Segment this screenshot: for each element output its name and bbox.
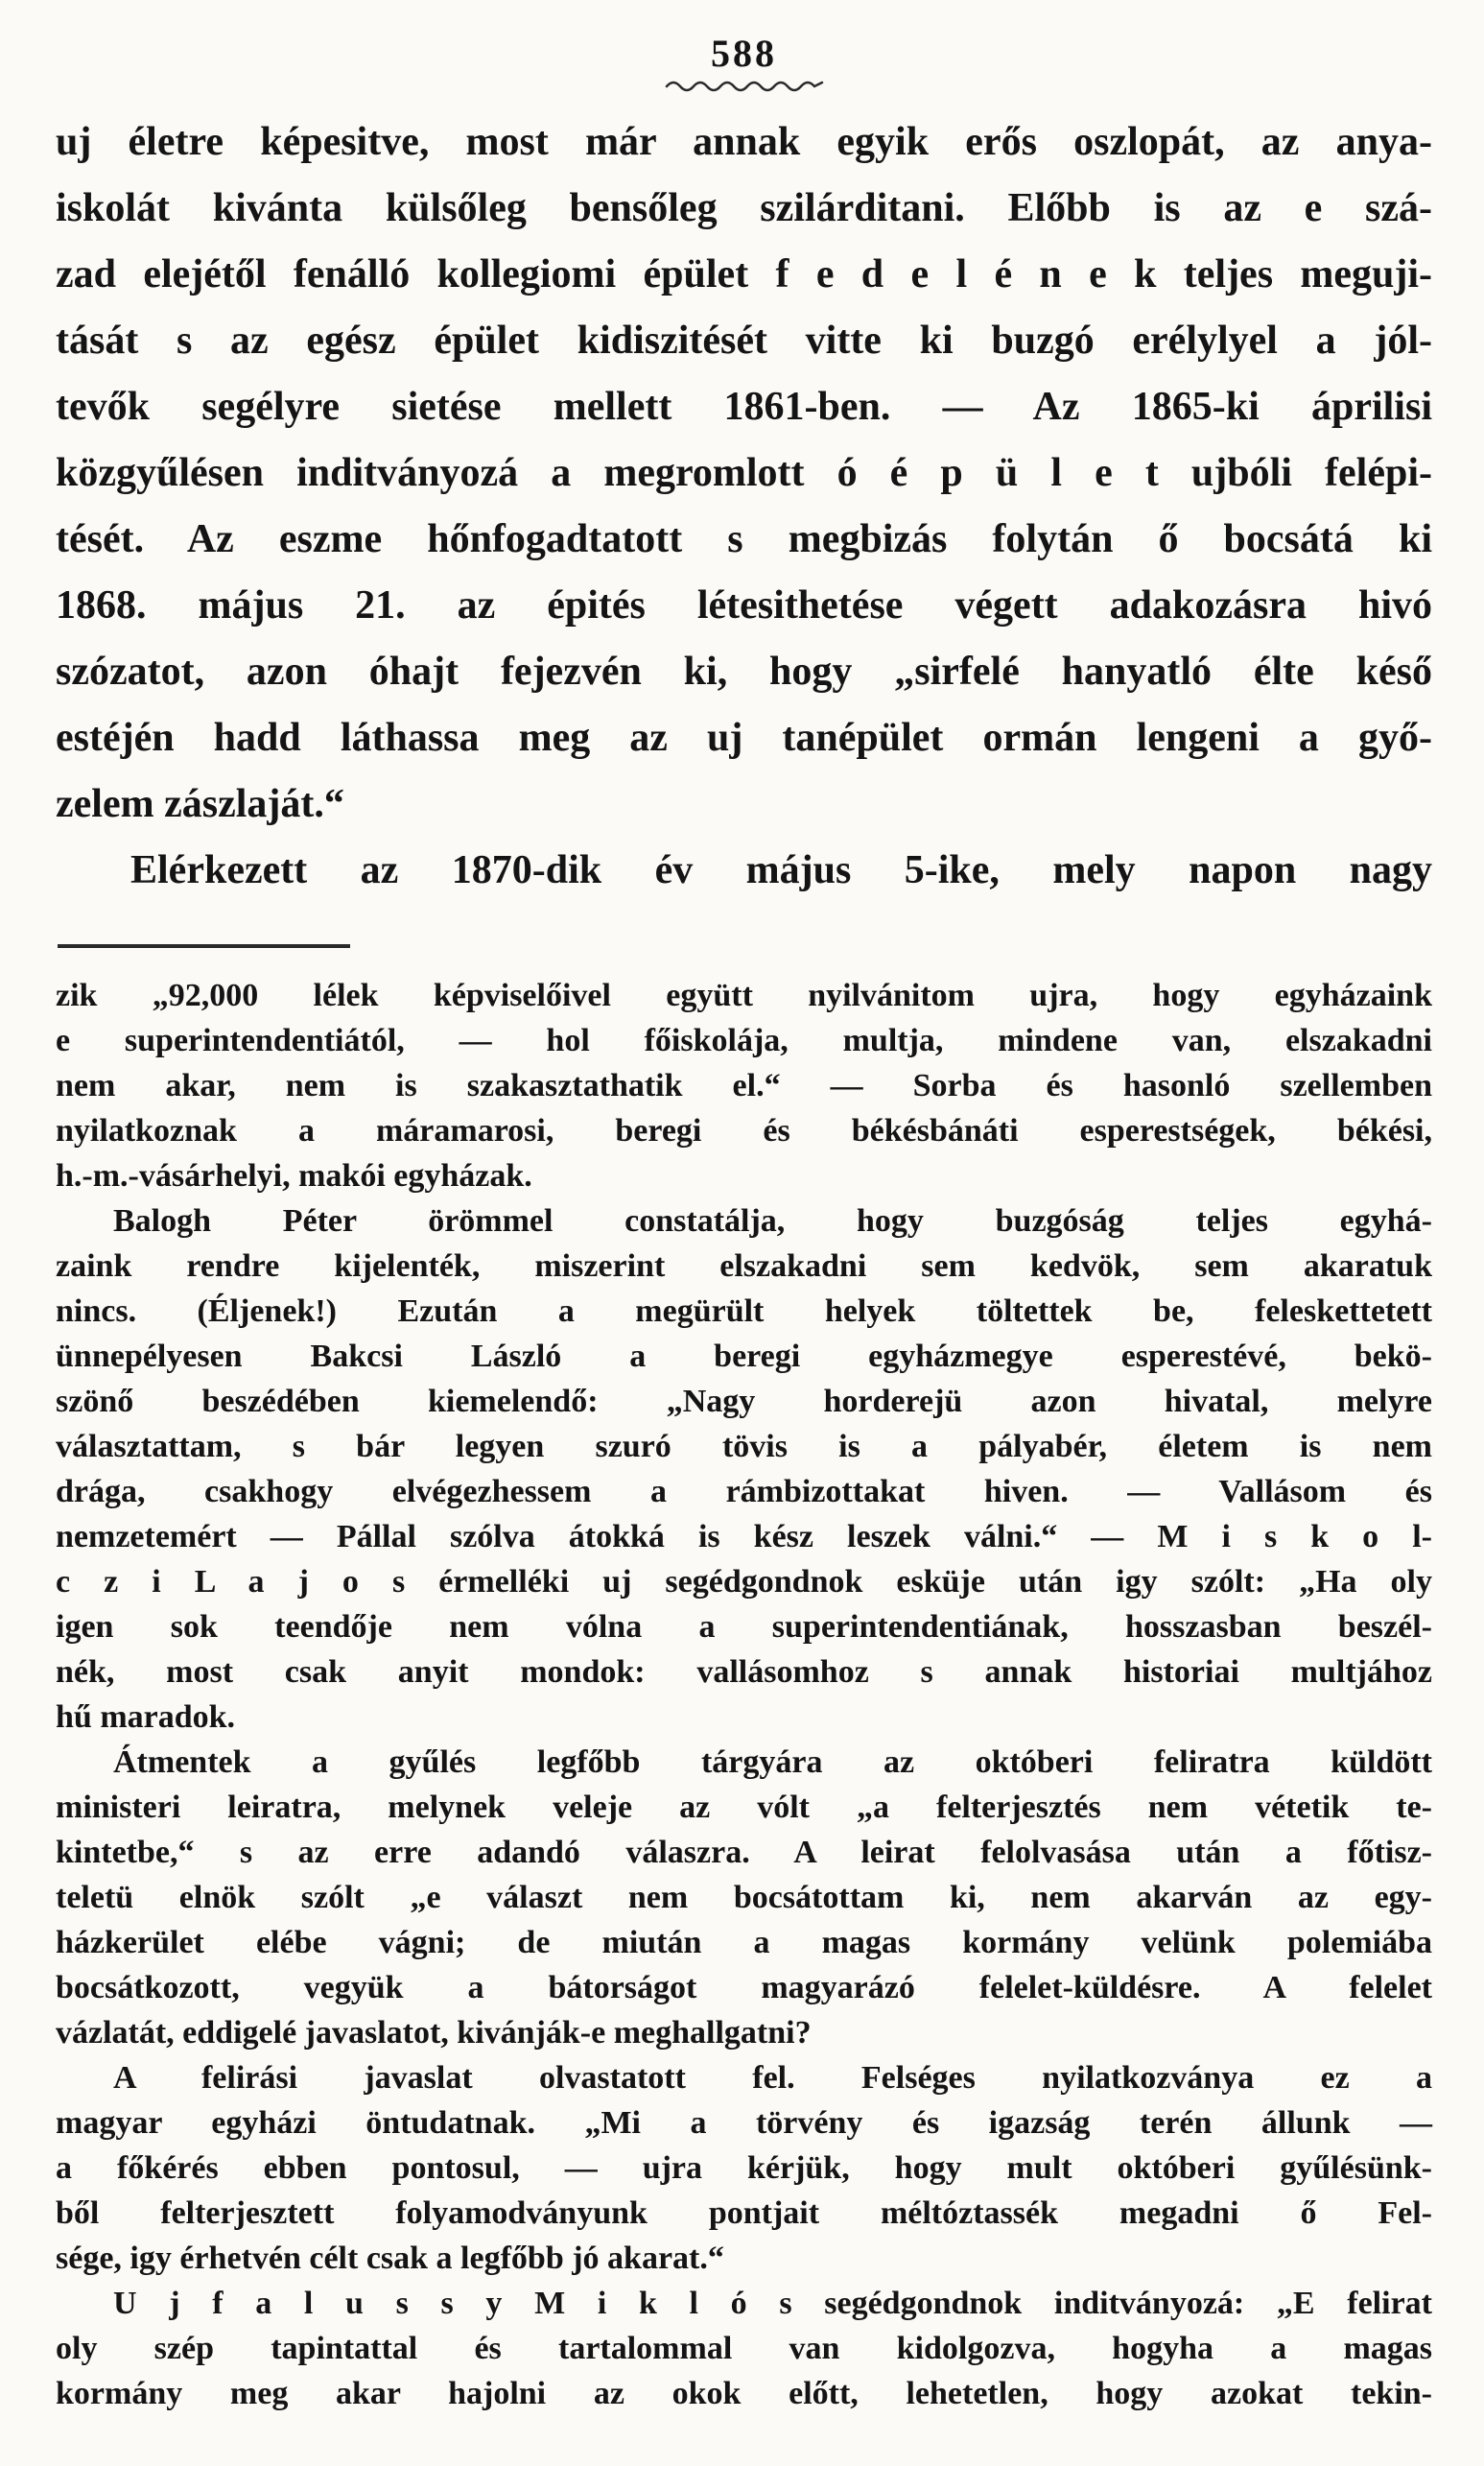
- text-line: közgyűlésen inditványozá a megromlott ó é p ü l e t ujbóli felépi-: [56, 451, 1432, 495]
- text-line: Elérkezett az 1870-dik év május 5-ike, mely napon nagy: [130, 848, 1432, 892]
- paragraph: [56, 1198, 1432, 1740]
- text-line: kintetbe,“ s az erre adandó válaszra. A leirat felolvasása után a főtisz-: [56, 1835, 1432, 1870]
- text-line: vázlatát, eddigelé javaslatot, kivánják-e meghallgatni?: [56, 2015, 812, 2051]
- text-line: bocsátkozott, vegyük a bátorságot magyarázó felelet-küldésre. A felelet: [56, 1970, 1432, 2005]
- paragraph: [56, 2055, 1432, 2281]
- text-line: A felirási javaslat olvastatott fel. Felséges nyilatkozványa ez a: [113, 2060, 1432, 2096]
- text-line: zaink rendre kijelenték, miszerint elszakadni sem kedvök, sem akaratuk: [56, 1248, 1432, 1284]
- text-line: tását s az egész épület kidiszitését vitte ki buzgó erélylyel a jól-: [56, 319, 1432, 363]
- text-line: választattam, s bár legyen szuró tövis is a pályabér, életem is nem: [56, 1429, 1432, 1464]
- text-line: zelem zászlaját.“: [56, 782, 344, 826]
- text-line: h.-m.-vásárhelyi, makói egyházak.: [56, 1158, 532, 1194]
- text-line: a főkérés ebben pontosul, — ujra kérjük, hogy mult októberi gyűlésünk-: [56, 2150, 1432, 2186]
- paragraph: [56, 973, 1432, 1198]
- text-line: nem akar, nem is szakasztathatik el.“ — Sorba és hasonló szellemben: [56, 1068, 1432, 1103]
- text-line: házkerület elébe vágni; de miután a magas kormány velünk polemiába: [56, 1925, 1432, 1960]
- main-text: [56, 109, 1432, 904]
- footnote-text: [56, 973, 1432, 2416]
- text-line: tevők segélyre sietése mellett 1861-ben. — Az 1865-ki áprilisi: [56, 385, 1432, 429]
- text-line: iskolát kivánta külsőleg bensőleg szilárditani. Előbb is az e szá-: [56, 186, 1432, 230]
- text-line: 1868. május 21. az épités létesithetése végett adakozásra hivó: [56, 583, 1432, 628]
- text-line: Átmentek a gyűlés legfőbb tárgyára az októberi feliratra küldött: [113, 1744, 1432, 1780]
- text-line: oly szép tapintattal és tartalommal van kidolgozva, hogyha a magas: [56, 2331, 1432, 2366]
- text-line: nyilatkoznak a máramarosi, beregi és békésbánáti esperestségek, békési,: [56, 1113, 1432, 1149]
- text-line: hű maradok.: [56, 1699, 236, 1735]
- text-line: nincs. (Éljenek!) Ezután a megürült helyek töltettek be, feleskettetett: [56, 1293, 1432, 1329]
- text-line: estéjén hadd láthassa meg az uj tanépület ormán lengeni a győ-: [56, 716, 1432, 760]
- text-line: zik „92,000 lélek képviselőivel együtt nyilvánitom ujra, hogy egyházaink: [56, 978, 1432, 1013]
- text-line: ünnepélyesen Bakcsi László a beregi egyházmegye esperestévé, bekö-: [56, 1339, 1432, 1374]
- paragraph: [56, 838, 1432, 904]
- text-line: e superintendentiától, — hol főiskolája, multja, mindene van, elszakadni: [56, 1023, 1432, 1058]
- paragraph: [56, 109, 1432, 838]
- text-line: szózatot, azon óhajt fejezvén ki, hogy „sirfelé hanyatló élte késő: [56, 650, 1432, 694]
- text-line: kormány meg akar hajolni az okok előtt, lehetetlen, hogy azokat tekin-: [56, 2376, 1432, 2411]
- text-line: igen sok teendője nem vólna a superintendentiának, hosszasban beszél-: [56, 1609, 1432, 1645]
- text-line: ből felterjesztett folyamodványunk pontjait méltóztassék megadni ő Fel-: [56, 2195, 1432, 2231]
- text-line: c z i L a j o s érmelléki uj segédgondnok esküje után igy szólt: „Ha oly: [56, 1564, 1432, 1600]
- text-line: drága, csakhogy elvégezhessem a rámbizottakat hiven. — Vallásom és: [56, 1474, 1432, 1509]
- text-line: Balogh Péter örömmel constatálja, hogy buzgóság teljes egyhá-: [113, 1203, 1432, 1239]
- page-number-flourish-icon: [663, 75, 826, 94]
- text-line: tését. Az eszme hőnfogadtatott s megbizás folytán ő bocsátá ki: [56, 517, 1432, 561]
- text-line: U j f a l u s s y M i k l ó s segédgondnok inditványozá: „E felirat: [113, 2286, 1432, 2321]
- page-header: [56, 33, 1432, 94]
- text-line: nék, most csak anyit mondok: vallásomhoz s annak historiai multjához: [56, 1654, 1432, 1690]
- text-line: uj életre képesitve, most már annak egyik erős oszlopát, az anya-: [56, 120, 1432, 164]
- text-line: szönő beszédében kiemelendő: „Nagy horderejü azon hivatal, melyre: [56, 1384, 1432, 1419]
- text-line: magyar egyházi öntudatnak. „Mi a törvény és igazság terén állunk —: [56, 2105, 1432, 2141]
- paragraph: [56, 1740, 1432, 2055]
- footnote-separator: [58, 944, 350, 948]
- text-line: ministeri leiratra, melynek veleje az vólt „a felterjesztés nem vétetik te-: [56, 1790, 1432, 1825]
- page-number: 588: [711, 32, 777, 75]
- text-line: zad elejétől fenálló kollegiomi épület f e d e l é n e k teljes meguji-: [56, 252, 1432, 296]
- text-line: nemzetemért — Pállal szólva átokká is kész leszek válni.“ — M i s k o l-: [56, 1519, 1432, 1554]
- text-line: sége, igy érhetvén célt csak a legfőbb jó akarat.“: [56, 2241, 724, 2276]
- paragraph: [56, 2281, 1432, 2416]
- text-line: teletü elnök szólt „e választ nem bocsátottam ki, nem akarván az egy-: [56, 1880, 1432, 1915]
